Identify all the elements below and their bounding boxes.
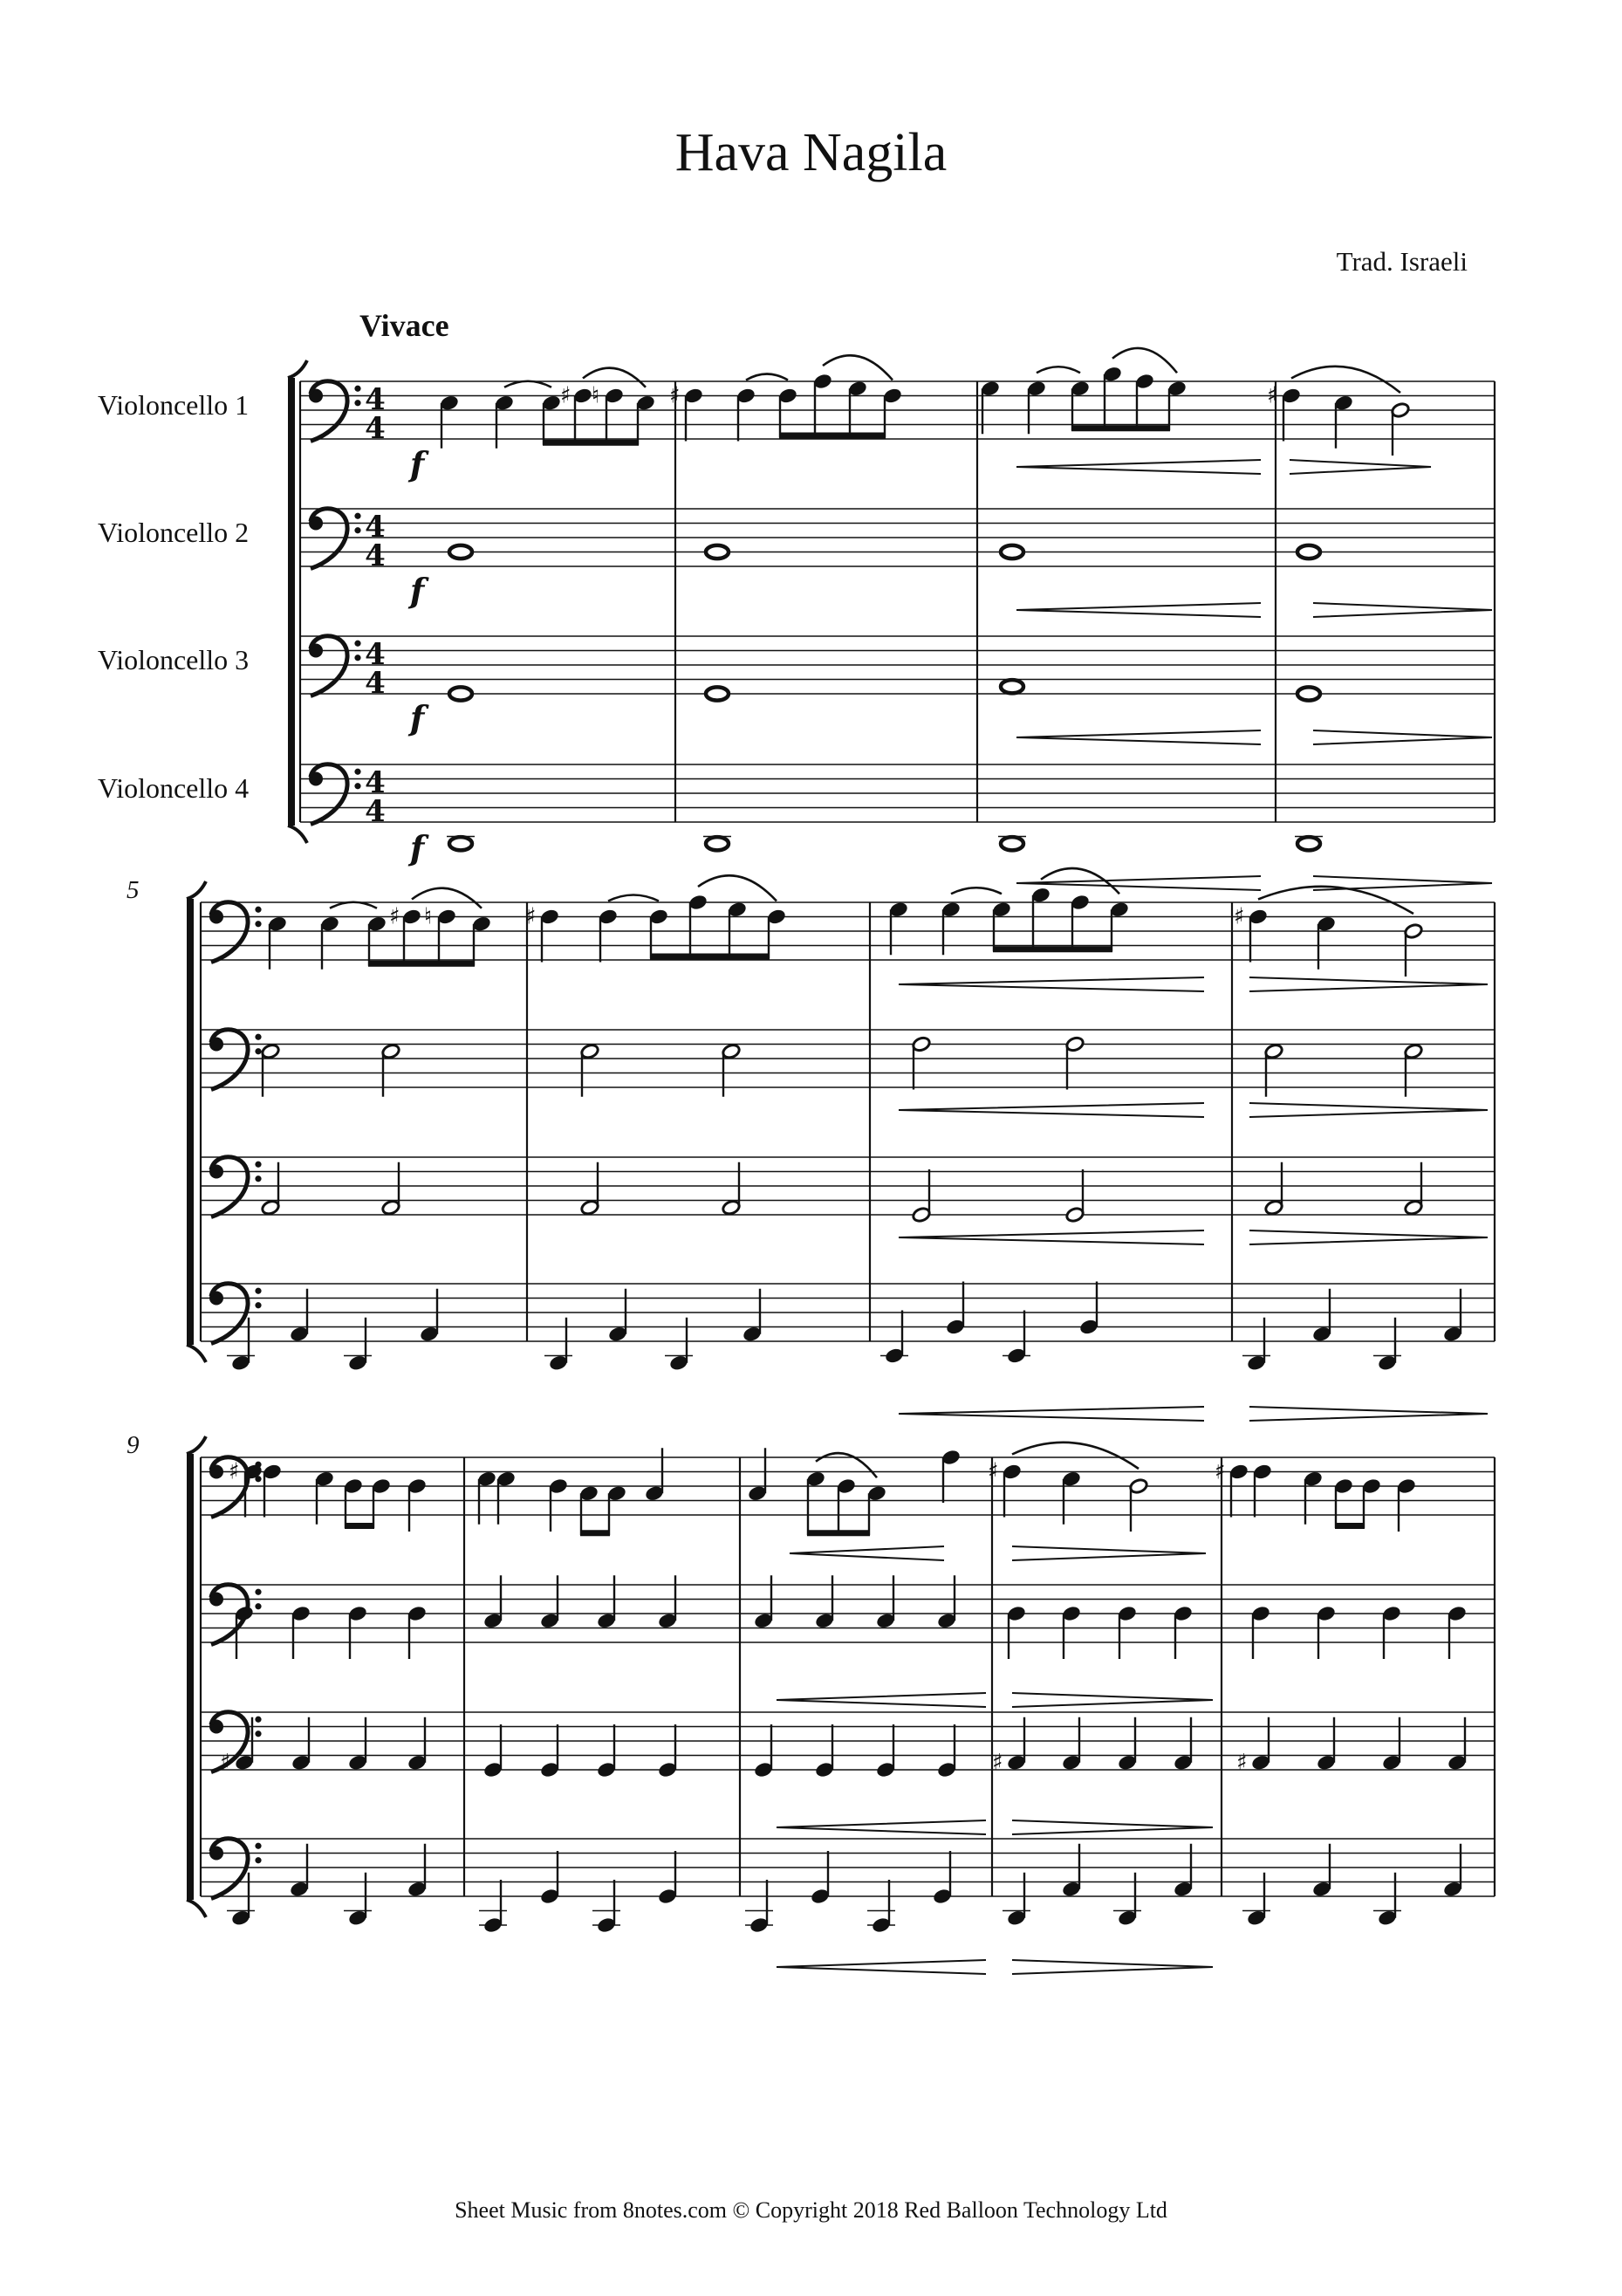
slur [1112,348,1177,373]
bass-clef-dot [255,1603,261,1609]
sharp-accidental: ♯ [1267,382,1278,409]
bass-clef-dot [354,386,360,392]
bracket-hook [187,881,206,899]
time-signature-denominator: 4 [365,538,386,573]
bass-clef-dot [255,1302,261,1308]
time-signature-numerator: 4 [365,510,386,545]
bass-clef-dot [354,655,360,661]
crescendo-hairpin [899,1407,1204,1421]
instrument-label-cello-1: Violoncello 1 [98,389,250,421]
time-signature-numerator: 4 [365,637,386,672]
whole-note [706,545,729,559]
crescendo-hairpin [899,1103,1204,1117]
diminuendo-hairpin [1249,1103,1488,1117]
tempo-marking: Vivace [359,308,449,343]
sharp-accidental: ♯ [992,1749,1003,1776]
bass-clef-dot [255,1717,261,1723]
accidental: ♮ [592,382,600,409]
sharp-accidental: ♯ [1215,1458,1226,1485]
note-beam [807,1530,870,1536]
diminuendo-hairpin [1012,1820,1213,1834]
whole-note [1001,545,1023,559]
dynamic-forte: f [409,444,425,483]
sharp-accidental: ♯ [988,1458,999,1485]
slur [330,902,377,908]
note-beam [543,440,639,446]
sharp-accidental: ♯ [220,1749,231,1776]
bass-clef-dot [354,513,360,519]
system-bracket [187,1454,194,1900]
bass-clef-dot [255,1175,261,1182]
piece-title: Hava Nagila [674,123,948,182]
slur [698,875,777,901]
measure-number-5: 5 [127,876,140,904]
note-beam [1335,1523,1365,1529]
diminuendo-hairpin [1290,460,1431,474]
bracket-hook [187,1345,206,1362]
whole-note [1001,680,1023,693]
diminuendo-hairpin [1249,977,1488,991]
bass-clef-dot [354,769,360,775]
bass-clef-dot [354,641,360,647]
slur [1291,367,1400,393]
bass-clef-dot [255,1857,261,1863]
bass-clef-dot [255,921,261,927]
crescendo-hairpin [1016,730,1261,744]
bracket-hook [288,826,307,843]
crescendo-hairpin [899,977,1204,991]
crescendo-hairpin [790,1546,944,1560]
whole-note [1297,837,1320,850]
bass-clef-dot [354,527,360,533]
note-beam [993,946,1112,952]
time-signature-denominator: 4 [365,666,386,701]
bass-clef-dot [354,400,360,406]
sharp-accidental: ♯ [1234,903,1245,930]
copyright-footer: Sheet Music from 8notes.com © Copyright 2018 Red Balloon Technology Ltd [455,2197,1167,2223]
crescendo-hairpin [1016,460,1261,474]
slur [1012,1443,1139,1469]
instrument-label-cello-4: Violoncello 4 [98,772,250,804]
crescendo-hairpin [777,1820,986,1834]
bass-clef-dot [255,1589,261,1595]
slur [608,895,659,901]
slur [951,888,1002,894]
bass-clef-dot [255,907,261,913]
sharp-accidental: ♯ [669,382,681,409]
bass-clef-dot [255,1048,261,1054]
system-bracket [187,899,194,1345]
bracket-hook [288,360,307,378]
bass-clef-dot [255,1034,261,1040]
bracket-hook [187,1900,206,1917]
diminuendo-hairpin [1313,603,1492,617]
bass-clef-dot [255,1843,261,1849]
sharp-accidental: ♯ [525,903,537,930]
bass-clef-dot [354,783,360,789]
note-beam [368,961,475,967]
accidental: ♯ [389,903,400,930]
accidental: ♯ [560,382,571,409]
diminuendo-hairpin [1313,730,1492,744]
accidental: ♮ [424,903,433,930]
time-signature-denominator: 4 [365,794,386,829]
sharp-accidental: ♯ [1236,1749,1248,1776]
crescendo-hairpin [1016,876,1261,890]
system-bracket [288,378,295,826]
measure-number-9: 9 [127,1431,140,1459]
bass-clef-dot [255,1162,261,1168]
slur [412,888,482,908]
slur [746,374,788,380]
whole-note [706,687,729,700]
crescendo-hairpin [899,1230,1204,1244]
whole-note [449,545,472,559]
note-beam [345,1523,374,1529]
note-beam [779,433,886,439]
whole-note [449,687,472,700]
time-signature-denominator: 4 [365,411,386,446]
crescendo-hairpin [1016,603,1261,617]
diminuendo-hairpin [1012,1546,1206,1560]
note-beam [580,1530,610,1536]
bass-clef-dot [255,1731,261,1737]
whole-note [1297,545,1320,559]
time-signature-numerator: 4 [365,765,386,800]
diminuendo-hairpin [1012,1960,1213,1974]
crescendo-hairpin [777,1693,986,1707]
composer: Trad. Israeli [1336,246,1468,277]
slur [823,355,893,380]
slur [1037,367,1080,373]
whole-note [1001,837,1023,850]
diminuendo-hairpin [1249,1407,1488,1421]
whole-note [1297,687,1320,700]
note-beam [650,954,770,960]
whole-note [706,837,729,850]
whole-note [449,837,472,850]
note-beam [1071,425,1170,431]
diminuendo-hairpin [1012,1693,1213,1707]
slur [1258,887,1413,914]
crescendo-hairpin [777,1960,986,1974]
time-signature-numerator: 4 [365,382,386,417]
dynamic-forte: f [409,828,425,867]
bass-clef-dot [255,1288,261,1294]
dynamic-forte: f [409,698,425,737]
bracket-hook [187,1436,206,1454]
diminuendo-hairpin [1249,1230,1488,1244]
instrument-label-cello-3: Violoncello 3 [98,644,250,675]
instrument-label-cello-2: Violoncello 2 [98,517,250,548]
dynamic-forte: f [409,571,425,610]
sharp-accidental: ♯ [229,1458,240,1485]
